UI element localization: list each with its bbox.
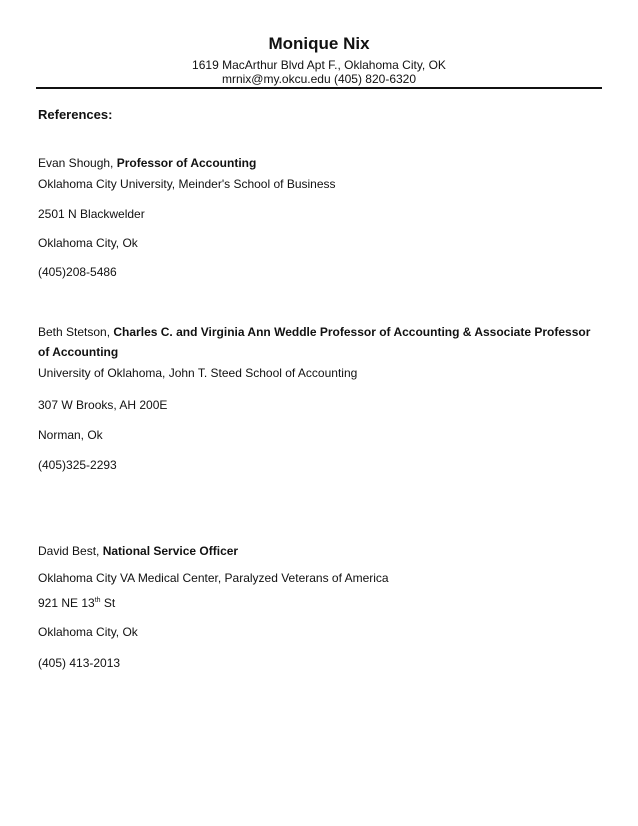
reference-name-line xyxy=(38,322,598,362)
street-number: 921 NE 13 xyxy=(38,596,95,610)
candidate-address: 1619 MacArthur Blvd Apt F., Oklahoma City, OK xyxy=(192,58,446,72)
reference-name-line xyxy=(38,156,256,170)
reference-title: Professor of Accounting xyxy=(116,156,257,170)
reference-person: David Best, xyxy=(38,544,100,558)
candidate-name: Monique Nix xyxy=(268,34,370,53)
header-divider xyxy=(36,87,602,89)
street-suffix: St xyxy=(100,596,116,610)
reference-institution: Oklahoma City University, Meinder's School of Business xyxy=(38,177,336,191)
reference-person: Evan Shough, xyxy=(38,156,114,170)
reference-phone: (405) 413-2013 xyxy=(38,656,121,670)
reference-city: Oklahoma City, Ok xyxy=(38,625,138,639)
reference-title: National Service Officer xyxy=(102,544,239,558)
reference-street xyxy=(38,596,115,610)
reference-institution: Oklahoma City VA Medical Center, Paralyzed Veterans of America xyxy=(38,571,389,585)
reference-street: 2501 N Blackwelder xyxy=(38,207,145,221)
ordinal-suffix: th xyxy=(94,597,101,604)
candidate-contact: mrnix@my.okcu.edu (405) 820-6320 xyxy=(221,72,417,86)
reference-phone: (405)208-5486 xyxy=(38,265,117,279)
reference-street: 307 W Brooks, AH 200E xyxy=(38,398,168,412)
reference-phone: (405)325-2293 xyxy=(38,458,117,472)
reference-name-line xyxy=(38,544,238,558)
reference-city: Oklahoma City, Ok xyxy=(38,236,138,250)
reference-title: Charles C. and Virginia Ann Weddle Professor of Accounting & Associate Professor of Accounting xyxy=(38,325,591,359)
references-heading: References: xyxy=(38,107,113,122)
reference-city: Norman, Ok xyxy=(38,428,103,442)
reference-person: Beth Stetson, xyxy=(38,325,111,339)
reference-institution: University of Oklahoma, John T. Steed School of Accounting xyxy=(38,366,358,380)
